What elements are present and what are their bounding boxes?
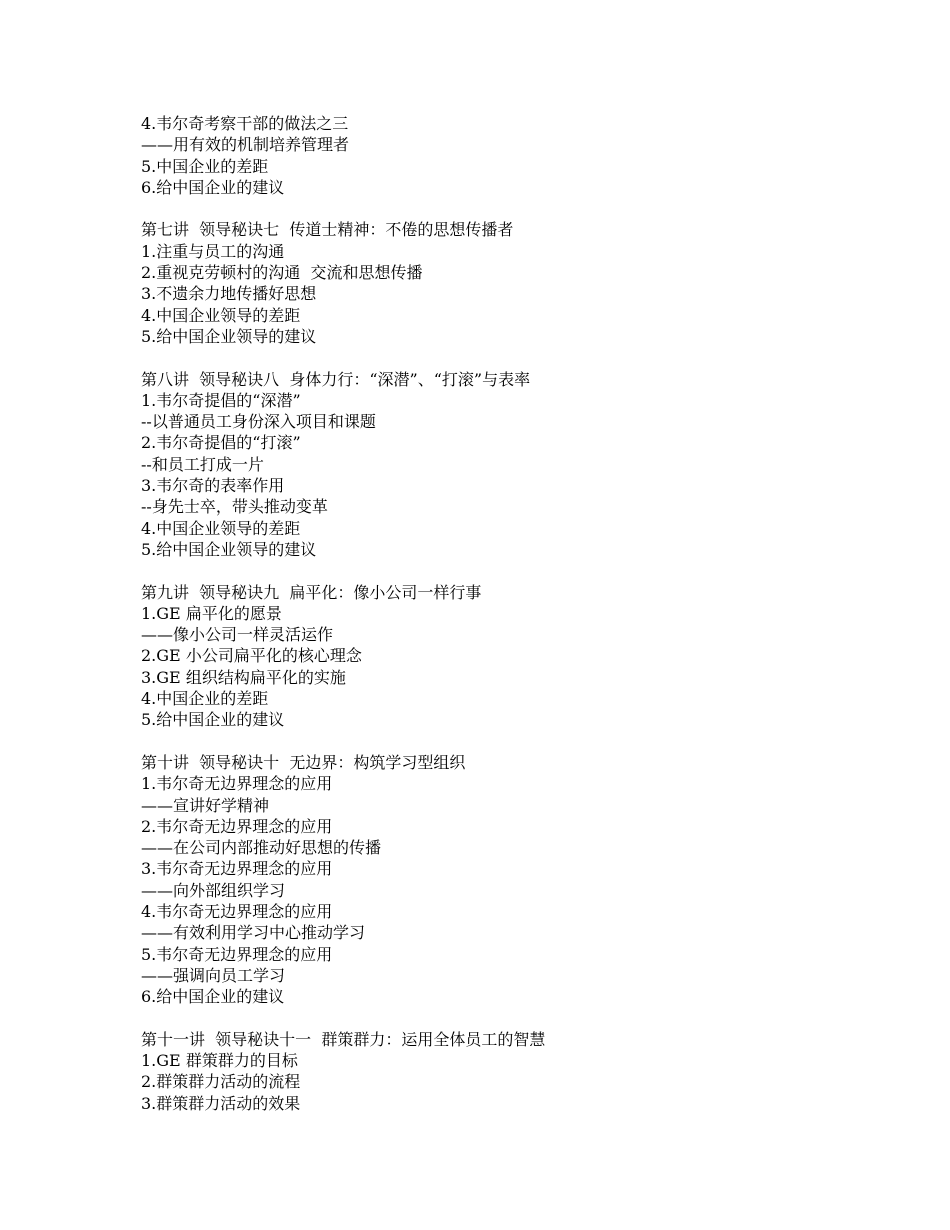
outline-item: 3.GE 组织结构扁平化的实施 — [141, 667, 346, 687]
section-spacer — [141, 560, 901, 581]
section-spacer — [141, 198, 901, 219]
outline-item: 5.韦尔奇无边界理念的应用 — [141, 944, 333, 964]
outline-item: 1.韦尔奇提倡的“深潜” — [141, 390, 301, 410]
lecture-section — [141, 752, 901, 1008]
outline-item: ——像小公司一样灵活运作 — [141, 625, 334, 645]
outline-item: 2.群策群力活动的流程 — [141, 1072, 301, 1092]
outline-item: 3.群策群力活动的效果 — [141, 1093, 301, 1113]
outline-item: ——在公司内部推动好思想的传播 — [141, 838, 382, 858]
outline-item: 3.不遗余力地传播好思想 — [141, 284, 317, 304]
outline-item: 2.韦尔奇提倡的“打滚” — [141, 433, 301, 453]
outline-item: 2.重视克劳顿村的沟通 交流和思想传播 — [141, 263, 423, 283]
outline-item: ——用有效的机制培养管理者 — [141, 135, 350, 155]
outline-item: 5.给中国企业领导的建议 — [141, 539, 317, 559]
outline-item: 4.中国企业领导的差距 — [141, 305, 301, 325]
outline-item: ——有效利用学习中心推动学习 — [141, 923, 366, 943]
outline-item: 5.给中国企业领导的建议 — [141, 326, 317, 346]
lecture-section — [141, 369, 901, 561]
outline-item: 6.给中国企业的建议 — [141, 177, 285, 197]
lecture-heading: 第十一讲 领导秘诀十一 群策群力：运用全体员工的智慧 — [141, 1029, 546, 1049]
outline-item: 4.中国企业领导的差距 — [141, 518, 301, 538]
outline-item: ——宣讲好学精神 — [141, 795, 270, 815]
outline-item: ——强调向员工学习 — [141, 965, 286, 985]
outline-item: 5.中国企业的差距 — [141, 156, 269, 176]
outline-item: 1.韦尔奇无边界理念的应用 — [141, 774, 333, 794]
outline-item: 2.GE 小公司扁平化的核心理念 — [141, 646, 362, 666]
outline-item: 6.给中国企业的建议 — [141, 987, 285, 1007]
section-spacer — [141, 347, 901, 368]
outline-item: 2.韦尔奇无边界理念的应用 — [141, 816, 333, 836]
lecture-section — [141, 113, 901, 198]
outline-item: 3.韦尔奇无边界理念的应用 — [141, 859, 333, 879]
outline-item: --和员工打成一片 — [141, 454, 264, 474]
lecture-section — [141, 1029, 901, 1114]
outline-item: 1.GE 扁平化的愿景 — [141, 603, 282, 623]
outline-item: 4.韦尔奇无边界理念的应用 — [141, 901, 333, 921]
lecture-heading: 第七讲 领导秘诀七 传道士精神：不倦的思想传播者 — [141, 220, 514, 240]
outline-item: 1.GE 群策群力的目标 — [141, 1051, 298, 1071]
lecture-heading: 第八讲 领导秘诀八 身体力行：“深潜”、“打滚”与表率 — [141, 369, 531, 389]
lecture-section — [141, 582, 901, 731]
outline-item: 4.韦尔奇考察干部的做法之三 — [141, 114, 349, 133]
lecture-heading: 第十讲 领导秘诀十 无边界：构筑学习型组织 — [141, 752, 466, 772]
outline-item: --身先士卒，带头推动变革 — [141, 497, 328, 517]
outline-item: --以普通员工身份深入项目和课题 — [141, 412, 376, 432]
outline-item: 5.给中国企业的建议 — [141, 710, 285, 730]
lecture-section — [141, 219, 901, 347]
outline-item: 3.韦尔奇的表率作用 — [141, 476, 285, 496]
outline-item: ——向外部组织学习 — [141, 880, 286, 900]
section-spacer — [141, 731, 901, 752]
outline-item: 1.注重与员工的沟通 — [141, 241, 285, 261]
outline-text — [141, 113, 901, 1114]
outline-item: 4.中国企业的差距 — [141, 689, 269, 709]
lecture-heading: 第九讲 领导秘诀九 扁平化：像小公司一样行事 — [141, 582, 482, 602]
section-spacer — [141, 1007, 901, 1028]
